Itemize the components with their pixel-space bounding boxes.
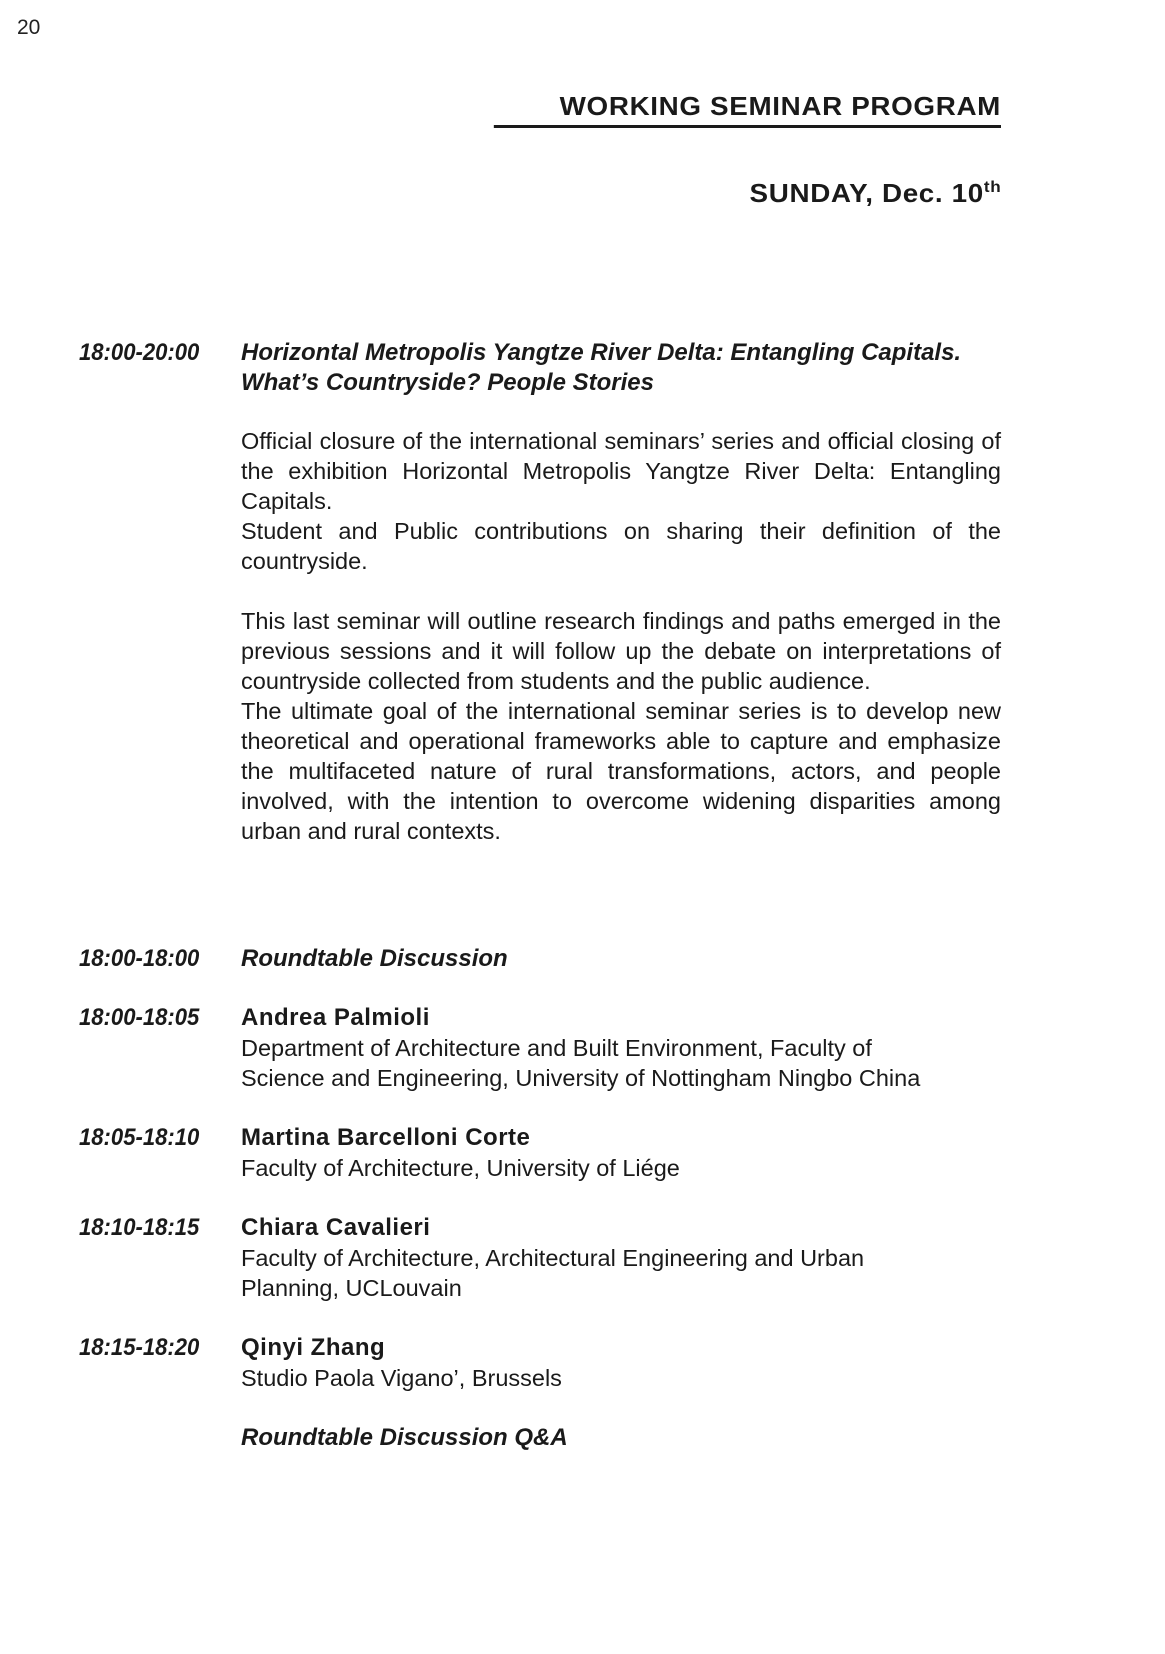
roundtable-block — [241, 944, 1001, 974]
speaker-name: Qinyi Zhang — [241, 1334, 386, 1361]
speaker-affiliation-line2: Planning, UCLouvain — [241, 1275, 462, 1301]
speaker-affiliation-line1: Faculty of Architecture, University of Liége — [241, 1155, 680, 1181]
session-para-2: Student and Public contributions on sharing their definition of the countryside. — [241, 518, 1001, 574]
closing-block — [241, 1423, 1001, 1453]
speaker-time: 18:05-18:10 — [79, 1124, 200, 1151]
speaker-entry — [241, 1003, 1001, 1093]
program-day: SUNDAY, Dec. 10 — [749, 178, 984, 208]
speaker-name: Andrea Palmioli — [241, 1004, 430, 1031]
program-title: WORKING SEMINAR PROGRAM — [494, 91, 1001, 128]
speaker-affiliation-line1: Faculty of Architecture, Architectural Engineering and Urban — [241, 1245, 865, 1271]
session-title-line2: What’s Countryside? People Stories — [241, 369, 654, 396]
program-date — [749, 178, 1001, 209]
session-title-line1: Horizontal Metropolis Yangtze River Delta: Entangling Capitals. — [241, 339, 962, 366]
roundtable-time: 18:00-18:00 — [79, 945, 200, 972]
roundtable-label: Roundtable Discussion — [241, 945, 508, 972]
speaker-entry — [241, 1213, 1001, 1303]
speaker-affiliation-line1: Department of Architecture and Built Environment, Faculty of — [241, 1035, 872, 1061]
speaker-affiliation-line2: Science and Engineering, University of Nottingham Ningbo China — [241, 1065, 921, 1091]
speaker-name: Martina Barcelloni Corte — [241, 1124, 531, 1151]
closing-label: Roundtable Discussion Q&A — [241, 1424, 568, 1451]
speaker-time: 18:10-18:15 — [79, 1214, 200, 1241]
page-number: 20 — [17, 16, 41, 39]
speaker-affiliation-line1: Studio Paola Vigano’, Brussels — [241, 1365, 562, 1391]
speaker-time: 18:00-18:05 — [79, 1004, 200, 1031]
session-para-4: The ultimate goal of the international seminar series is to develop new theoretical and operational frameworks able to capture and emphasize the multifaceted nature of rural transformations, actors, and people involved, with the intention to overcome widening disparities among urban and rural contexts. — [241, 698, 1001, 844]
speaker-time: 18:15-18:20 — [79, 1334, 200, 1361]
session-goals — [241, 606, 1001, 846]
speaker-name: Chiara Cavalieri — [241, 1214, 431, 1241]
speaker-entry — [241, 1123, 1001, 1183]
program-day-suffix: th — [983, 179, 1001, 196]
session-description — [241, 426, 1001, 576]
session-block — [241, 338, 1001, 398]
session-para-1: Official closure of the international seminars’ series and official closing of the exhibition Horizontal Metropolis Yangtze River Delta: Entangling Capitals. — [241, 428, 1001, 514]
session-para-3: This last seminar will outline research findings and paths emerged in the previous sessions and it will follow up the debate on interpretations of countryside collected from students and the public audience. — [241, 608, 1001, 694]
speaker-entry — [241, 1333, 1001, 1393]
session-time: 18:00-20:00 — [79, 339, 200, 366]
